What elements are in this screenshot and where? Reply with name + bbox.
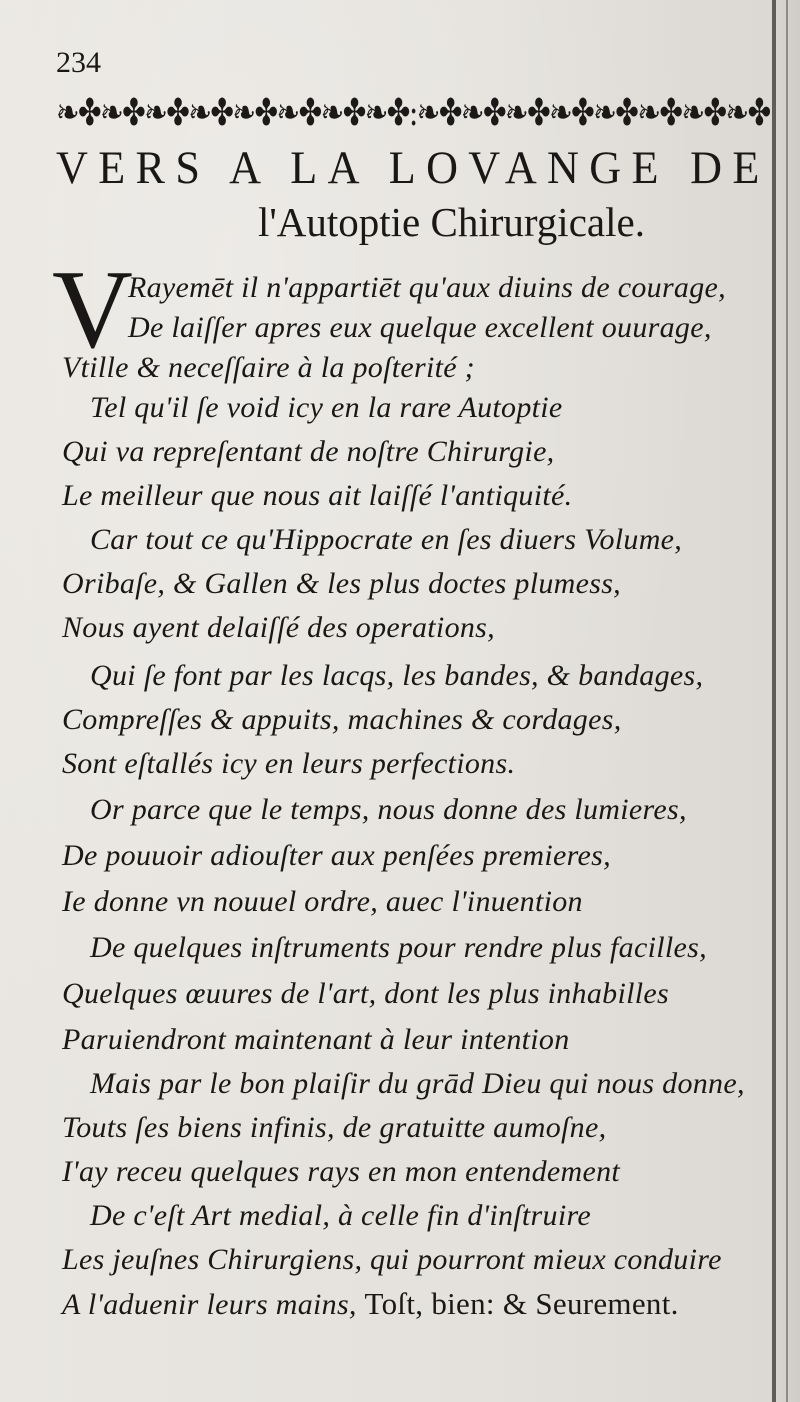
poem-line: Oribaſe, & Gallen & les plus doctes plumess, (62, 567, 621, 600)
poem-line: Compreſſes & appuits, machines & cordages, (62, 703, 622, 736)
poem-line: De laiſſer apres eux quelque excellent ouurage, (128, 311, 712, 344)
poem-line: Car tout ce qu'Hippocrate en ſes diuers Volume, (90, 523, 683, 556)
title-line-1: VERS A LA LOVANGE DE (56, 142, 770, 194)
binding-edge-line (772, 0, 776, 1402)
poem-line: De c'eſt Art medial, à celle fin d'inſtruire (90, 1199, 591, 1232)
poem-line: Le meilleur que nous ait laiſſé l'antiquité. (62, 479, 573, 512)
title-line-2: l'Autoptie Chirurgicale. (258, 199, 645, 245)
poem-line-text: A l'aduenir leurs mains, (62, 1288, 357, 1321)
poem-line: Vtille & neceſſaire à la poſterité ; (62, 351, 475, 384)
poem-line: Nous ayent delaiſſé des operations, (62, 611, 495, 644)
motto-signature: Toſt, bien: & Seurement. (364, 1286, 679, 1321)
poem-line: De quelques inſtruments pour rendre plus facilles, (90, 931, 707, 964)
page-number: 234 (56, 46, 101, 79)
poem-line: Sont eſtallés icy en leurs perfections. (62, 747, 516, 780)
drop-cap: V (52, 248, 133, 372)
ornamental-header-band: ❧✤❧✤❧✤❧✤❧✤❧✤❧✤❧✤:❧✤❧✤❧✤❧✤❧✤❧✤❧✤❧✤ (56, 91, 770, 134)
poem-line: Touts ſes biens infinis, de gratuitte aumoſne, (62, 1111, 607, 1144)
poem-line: Rayemēt il n'appartiēt qu'aux diuins de courage, (128, 271, 726, 304)
poem-line: De pouuoir adiouſter aux penſées premieres, (62, 839, 611, 872)
poem-line: Tel qu'il ſe void icy en la rare Autoptie (90, 391, 563, 424)
poem-line: Paruiendront maintenant à leur intention (62, 1023, 570, 1056)
poem-line: Les jeuſnes Chirurgiens, qui pourront mieux conduire (62, 1243, 722, 1276)
poem-line: Qui ſe font par les lacqs, les bandes, & bandages, (90, 659, 704, 692)
poem-line: Ie donne vn nouuel ordre, auec l'inuention (62, 885, 583, 918)
poem-line: Quelques œuures de l'art, dont les plus inhabilles (62, 977, 669, 1010)
poem-line-final (62, 1284, 679, 1325)
poem-line: Or parce que le temps, nous donne des lumieres, (90, 793, 687, 826)
page-edge-line (786, 0, 788, 1402)
poem-line: Qui va repreſentant de noſtre Chirurgie, (62, 435, 555, 468)
poem-line: Mais par le bon plaiſir du grād Dieu qui nous donne, (90, 1067, 745, 1100)
poem-line: I'ay receu quelques rays en mon entendement (62, 1155, 621, 1188)
